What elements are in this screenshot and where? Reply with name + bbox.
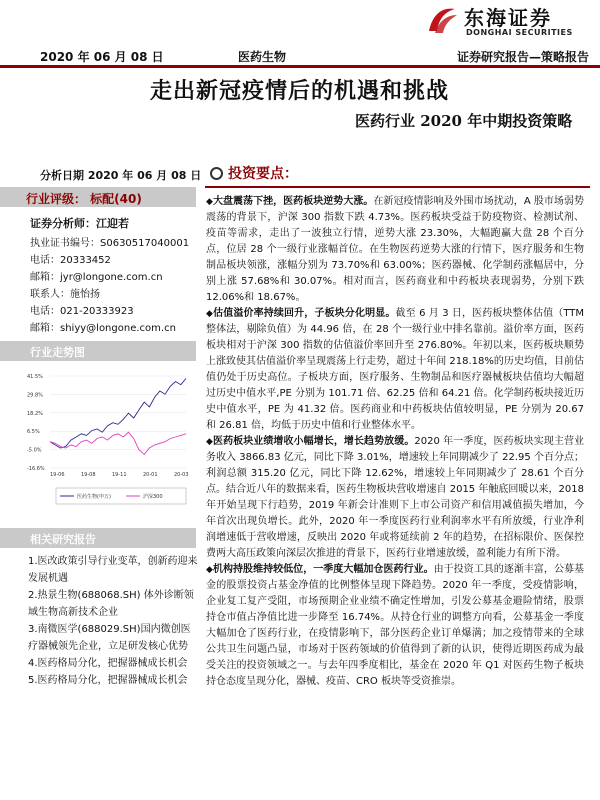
bullet-icon: ◆ <box>206 309 214 319</box>
keypoint-text: 截至 6 月 3 日，医药板块整体估值（TTM 整体法，剔除负值）为 44.96 倍，在 28 个一级行业中排名靠前。溢价率方面，医药板块相对于沪深 300 指数的估值溢价率回升至 276.80%。年初以来，医药板块顺势上涨致使其估值溢价率呈现震荡上行走势，超过十年间 218.18%的历史均值，目前估值仍处于历史高位。子板块方面，医疗服务、生物制品和医疗器械板块估值均大幅超过历史中值水平,PE 分别为 101.71 倍、62.25 倍和 64.21 倍。化学制药板块接近历史中值水平，PE 为 41.32 倍。医药商业和中药板块估值较明显，PE 分别为 20.67 和 26.81 倍，均低于历史中值和行业整体水平。 <box>206 308 585 431</box>
analyst-name: 证券分析师：江迎若 <box>30 217 129 230</box>
analysis-date: 分析日期 2020 年 06 月 08 日 <box>40 169 202 182</box>
related-report-item[interactable]: 1.医改政策引导行业变革，创新药迎来发展机遇 <box>28 556 198 584</box>
series-line <box>50 378 186 448</box>
y-tick-label: 18.2% <box>27 410 43 417</box>
x-tick-label: 19-06 <box>50 472 65 478</box>
keypoints-body <box>206 194 584 690</box>
industry-trend-chart <box>26 368 194 518</box>
keypoint-heading: 估值溢价率持续回升，子板块分化明显。 <box>213 308 396 319</box>
y-tick-label: 41.5% <box>27 374 43 380</box>
keypoint-text: 在新冠疫情影响及外围市场扰动，A 股市场弱势震荡的背景下，沪深 300 指数下跌 4.73%。医药板块受益于防疫物资、检测试剂、疫苗等需求，走出了一波独立行情，逆势大涨 23.30%，大幅跑赢大盘 28 个百分点，位居 28 个一级行业涨幅首位。在生物医药逆势大涨的行情下，医疗服务和生物制品板块领涨，涨幅分别为 73.70%和 63.00%；医药器械、化学制药涨幅居中，分别上涨 57.68%和 30.07%。相对而言，医药商业和中药板块表现弱势，分别下跌 12.06%和 18.67%。 <box>206 196 584 303</box>
contact-email[interactable]: 邮箱：shiyy@longone.com.cn <box>30 323 176 334</box>
analyst-cert: 执业证书编号：S0630517040001 <box>30 238 190 249</box>
report-type: 证券研究报告—策略报告 <box>457 50 590 64</box>
page-title: 走出新冠疫情后的机遇和挑战 <box>150 78 450 104</box>
x-tick-label: 20-01 <box>143 472 158 478</box>
header-divider <box>0 65 600 68</box>
legend-label: 医药生物(申万) <box>77 494 111 500</box>
bullet-icon: ◆ <box>206 437 213 447</box>
x-tick-label: 19-11 <box>112 472 127 478</box>
report-date: 2020 年 06 月 08 日 <box>40 50 164 64</box>
keypoint-paragraph <box>206 306 584 434</box>
report-sector: 医药生物 <box>238 50 287 64</box>
legend-box <box>56 488 186 504</box>
keypoint-heading: 机构持股维持较低位，一季度大幅加仓医药行业。 <box>212 564 434 575</box>
related-reports-list <box>28 553 198 689</box>
related-report-item[interactable]: 4.医药格局分化，把握器械成长机会 <box>28 658 188 669</box>
industry-rating: 行业评级： 标配(40) <box>26 192 142 206</box>
contact-phone: 电话：021-20333923 <box>30 306 134 317</box>
y-tick-label: -5.0% <box>27 447 42 454</box>
keypoint-paragraph <box>206 434 584 562</box>
analyst-email[interactable]: 邮箱：jyr@longone.com.cn <box>30 272 163 283</box>
analyst-phone: 电话：20333452 <box>30 255 111 266</box>
keypoint-text: 由于投资工具的逐渐丰富，公募基金的股票投资占基金净值的比例整体呈现下降趋势。2020 年一季度，受疫情影响，企业复工复产受阻，市场预期企业业绩不确定性增加，引发公募基金避险情绪，股票持仓市值占净值比进一步降至 16.74%。从持仓行业的调整方向看，公募基金一季度大幅加仓了医药行业，在疫情影响下，部分医药企业订单爆满；加之疫情带来的全球公共卫生问题凸显，市场对于医药领域的价值得到了新的认识，使得近期医药成为最受关注的投资领域之一。与去年四季度相比，基金在 2020 年 Q1 对医药生物子板块持仓态度呈现分化，器械、疫苗、CRO 板块等受资推崇。 <box>206 564 585 687</box>
y-tick-label: 6.5% <box>27 429 40 436</box>
y-tick-label: 29.8% <box>27 392 43 399</box>
related-report-item[interactable]: 5.医药格局分化，把握器械成长机会 <box>28 675 188 686</box>
page-subtitle: 医药行业 2020 年中期投资策略 <box>355 112 573 130</box>
bullet-icon: ◆ <box>206 197 213 207</box>
logo-subtext: DONGHAI SECURITIES <box>466 28 573 37</box>
x-tick-label: 19-08 <box>81 472 96 478</box>
keypoint-heading: 大盘震荡下挫，医药板块逆势大涨。 <box>212 196 374 207</box>
keypoint-heading: 医药板块业绩增收小幅增长，增长趋势放缓。 <box>213 436 415 447</box>
keypoint-paragraph <box>206 194 584 306</box>
keypoints-icon <box>210 167 223 180</box>
related-report-item[interactable]: 2.热景生物(688068.SH) 体外诊断领域生物高新技术企业 <box>28 590 194 618</box>
legend-label: 沪深300 <box>143 494 163 500</box>
donghai-logo-icon <box>425 3 459 35</box>
keypoints-title: 投资要点： <box>228 166 298 182</box>
contact-name: 联系人：施怡扬 <box>30 289 100 300</box>
keypoint-paragraph <box>206 562 584 690</box>
y-tick-label: -16.6% <box>27 466 45 472</box>
x-tick-label: 20-03 <box>174 472 189 478</box>
series-line <box>50 432 186 454</box>
keypoint-text: 2020 年一季度，医药板块实现主营业务收入 3866.83 亿元，同比下降 3.01%，增速较上年同期减少了 22.95 个百分点；利润总额 315.20 亿元，同比下降 12.62%，增速较上年同期减少了 28.61 个百分点。结合近八年的数据来看，医药生物板块营收增速自 2015 年触底回暖以来，2018 年开始呈现下行趋势，2019 年新会计准则下上市公司资产和信用减值损失增加，今年首次出现负增长。此外，2020 年一季度医药行业利润率水平有所放缓，行业净利润增速低于营收增速，反映出 2020 年或将延续前 2 年的趋势，在招标限价、医保控费两大高压政策向深层次推进的背景下，医药行业增速放缓，盈利能力有所下滑。 <box>206 436 585 559</box>
related-section-title: 相关研究报告 <box>30 533 96 546</box>
related-report-item[interactable]: 3.南微医学(688029.SH)国内微创医疗器械领先企业，立足研发核心优势 <box>28 624 191 652</box>
trend-section-title: 行业走势图 <box>30 346 85 359</box>
bullet-icon: ◆ <box>206 565 213 575</box>
keypoints-divider <box>205 186 590 188</box>
logo-text: 东海证券 <box>464 6 552 30</box>
